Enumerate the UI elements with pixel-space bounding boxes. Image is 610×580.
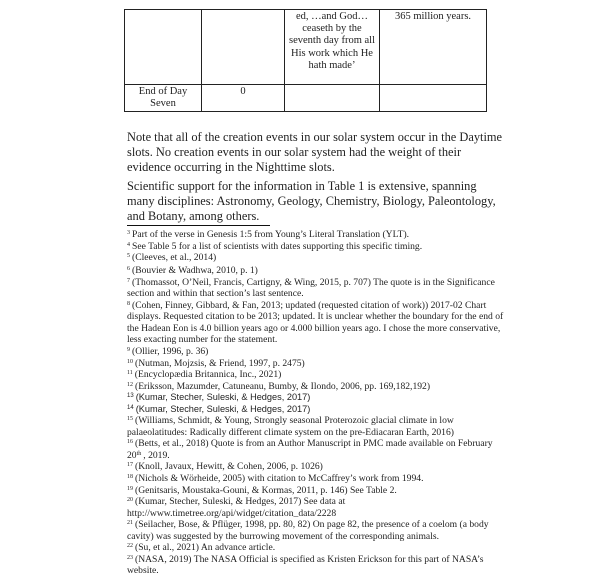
footnote-text: (Ollier, 1996, p. 36) [132,345,209,357]
table-cell [202,10,285,85]
footnote [127,485,507,497]
footnote-separator [127,225,270,226]
footnote-number: 10 [127,358,133,365]
footnote-text: (Cleeves, et al., 2014) [132,252,217,264]
footnote [127,346,507,358]
footnote-text: (Williams, Schmidt, & Young, Strongly seasonal Proterozoic glacial climate in low palaeolatitudes: Radically different climate system on the pre-Ediacaran Earth, 2016) [127,415,454,438]
footnote-number: 11 [127,370,133,377]
table-cell: 365 million years. [380,10,487,85]
footnote [127,542,507,554]
footnote-text: Part of the verse in Genesis 1:5 from Young’s Literal Translation (YLT). [132,229,410,240]
footnote-text: (Su, et al., 2021) An advance article. [135,542,276,554]
footnote-number: 12 [127,381,133,388]
footnote-text: (Kumar, Stecher, Suleski, & Hedges, 2017) See data at http://www.timetree.org/api/widget/citation_data/2228 [127,496,346,519]
footnote [127,252,507,264]
footnote-number: 16 [127,439,133,446]
footnote-number: 17 [127,462,133,469]
footnote-text: (Eriksson, Mazumder, Catuneanu, Bumby, & Ilondo, 2006, pp. 169,182,192) [135,380,431,392]
footnote [127,554,507,577]
footnote [127,369,507,381]
footnote-number: 6 [127,266,130,273]
body-paragraph: Note that all of the creation events in our solar system occur in the Daytime slots. No creation events in our solar system had the weight of their evidence occurring in the Nighttime slots. [127,130,503,174]
footnote-text: (Seilacher, Bose, & Pflüger, 1998, pp. 80, 82) On page 82, the presence of a coelom (a body cavity) was suggested by the burrowing movement of the corresponding animals. [127,519,489,542]
table-cell [125,10,202,85]
table-row [125,85,487,112]
table-cell [380,85,487,112]
ordinal-suffix: th [136,450,142,457]
footnote [127,241,507,253]
footnote-number: 5 [127,253,130,260]
footnote-text: (Nutman, Mojzsis, & Friend, 1997, p. 2475) [135,357,305,369]
footnote-number: 20 [127,497,133,504]
table-cell [285,85,380,112]
footnote [127,496,507,519]
footnote [127,265,507,277]
footnote-number: 18 [127,473,133,480]
footnote-text: (Genitsaris, Moustaka-Gouni, & Kormas, 2011, p. 146) See Table 2. [135,484,397,496]
footnote [127,473,507,485]
footnote-number: 4 [127,241,130,248]
footnote-text: (NASA, 2019) The NASA Official is specified as Kristen Erickson for this part of NASA’s website. [127,553,484,577]
footnote-text: (Bouvier & Wadhwa, 2010, p. 1) [132,265,258,277]
footnote-text: (Kumar, Stecher, Suleski, & Hedges, 2017) [135,403,311,414]
footnote-text: (Cohen, Finney, Gibbard, & Fan, 2013; updated (requested citation of work)) 2017-02 Chart displays. Requested citation to be 2013; updated. It is unclear whether the boundary for the end of the Hadean Eon is 4.0 billion years ago or 4.000 billion years ago. I chose the more conservative, less exacting number for the statement. [127,299,504,346]
creation-timeline-table [124,9,487,112]
footnotes [127,229,507,577]
footnote-number: 9 [127,346,130,353]
table-cell: 0 [202,85,285,112]
footnote-text: See Table 5 for a list of scientists with dates supporting this specific timing. [132,240,423,252]
footnote-number: 3 [127,230,130,236]
footnote [127,277,507,300]
footnote [127,381,507,393]
footnote [127,404,507,416]
footnote-number: 13 [127,393,134,400]
footnote-number: 22 [127,543,133,550]
footnote-text: (Nichols & Wörheide, 2005) with citation to McCaffrey’s work from 1994. [135,472,424,484]
body-paragraph: Scientific support for the information in Table 1 is extensive, spanning many disciplines: Astronomy, Geology, Chemistry, Biology, Paleontology, and Botany, among others. [127,179,496,223]
table-row [125,10,487,85]
table-cell: ed, …and God…ceaseth by the seventh day from all His work which He hath made’ [285,10,380,85]
table-cell: End of Day Seven [125,85,202,112]
footnote-number: 7 [127,277,130,284]
footnote-number: 14 [127,404,134,411]
footnote-text: (Encyclopædia Britannica, Inc., 2021) [134,369,282,381]
footnote-number: 19 [127,485,133,492]
footnote-text: (Knoll, Javaux, Hewitt, & Cohen, 2006, p. 1026) [135,461,323,473]
footnote [127,519,507,542]
footnote-text-tail: , 2019. [143,449,170,461]
footnote-number: 21 [127,520,133,527]
footnote [127,229,507,241]
footnote-text: (Kumar, Stecher, Suleski, & Hedges, 2017) [135,392,311,403]
footnote-text: (Betts, et al., 2018) Quote is from an Author Manuscript in PMC made available on February 20 [127,438,493,461]
footnote-number: 15 [127,416,133,423]
footnote [127,461,507,473]
footnote [127,415,507,438]
footnote [127,438,507,461]
footnote-number: 23 [127,554,133,561]
footnote-text: (Thomassot, O’Neil, Francis, Cartigny, & Wing, 2015, p. 707) The quote is in the Significance section and within that section’s last sentence. [127,276,495,300]
footnote [127,300,507,346]
footnote [127,358,507,370]
footnote [127,392,507,404]
footnote-number: 8 [127,300,130,307]
